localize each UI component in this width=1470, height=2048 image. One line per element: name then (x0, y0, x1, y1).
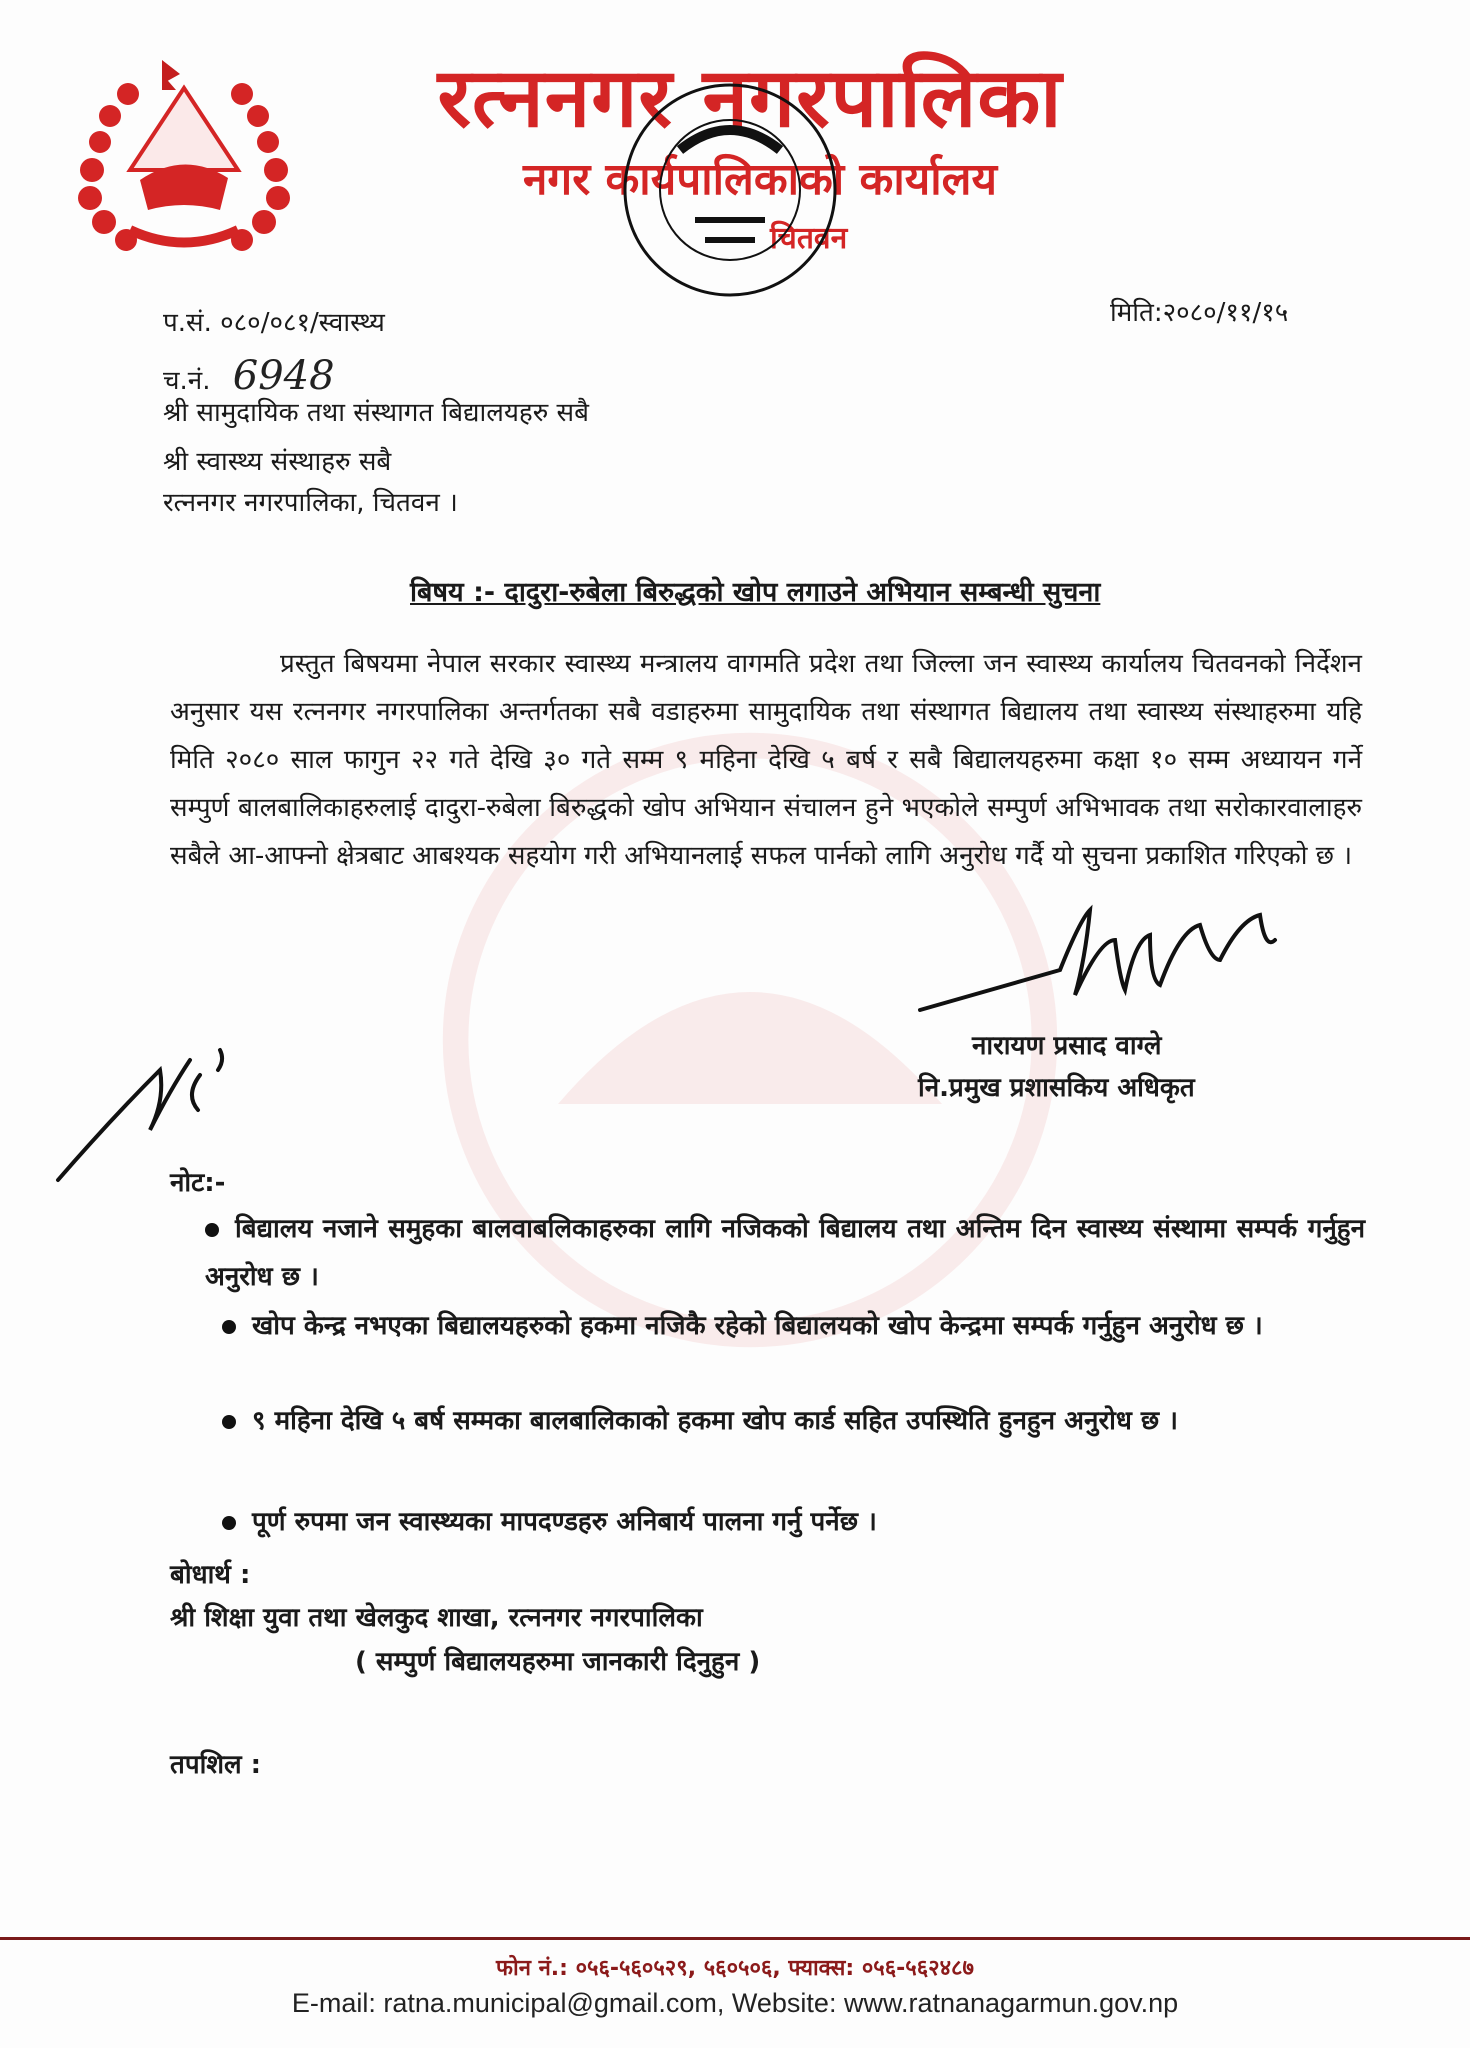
office-seal-stamp (610, 70, 850, 310)
emblem-logo (70, 50, 298, 260)
addressee-line: श्री सामुदायिक तथा संस्थागत बिद्यालयहरु सबै (163, 398, 589, 428)
footer-contact: E-mail: ratna.municipal@gmail.com, Website: www.ratnanagarmun.gov.np (291, 1988, 1179, 2018)
signatory-name: नारायण प्रसाद वाग्ले (972, 1031, 1162, 1061)
note-item (222, 1397, 1403, 1445)
addressee-line: श्री स्वास्थ्य संस्थाहरु सबै (163, 447, 392, 477)
district-name: चितवन (770, 221, 848, 256)
dispatch-number-handwritten: 6948 (232, 353, 335, 399)
note-item (205, 1205, 1365, 1301)
note-text: बिद्यालय नजाने समुहका बालवाबलिकाहरुका लागि नजिकको बिद्यालय तथा अन्तिम दिन स्वास्थ्य संस्थामा सम्पर्क गर्नुहुन अनुरोध छ । (205, 1214, 1365, 1292)
letter-subject: बिषय :- दादुरा-रुबेला बिरुद्धको खोप लगाउने अभियान सम्बन्धी सुचना (410, 577, 1101, 608)
note-item (222, 1302, 1403, 1350)
dispatch-label: च.नं. (163, 366, 211, 396)
cc-note: ( सम्पुर्ण बिद्यालयहरुमा जानकारी दिनुहुन ) (355, 1647, 761, 1677)
note-text: ९ महिना देखि ५ बर्ष सम्मका बालबालिकाको हकमा खोप कार्ड सहित उपस्थिति हुनहुन अनुरोध छ । (252, 1406, 1178, 1436)
officer-signature (910, 900, 1290, 1030)
bullet-icon (205, 1223, 219, 1237)
municipality-name: रत्ननगर नगरपालिका (437, 51, 1063, 146)
footer-divider (0, 1937, 1470, 1940)
footer-phone: फोन नं.: ०५६-५६०५२९, ५६०५०६, फ्याक्स: ०५६-५६२४८७ (496, 1956, 974, 1981)
note-item (222, 1498, 1403, 1546)
bullet-icon (222, 1516, 236, 1530)
note-text: पूर्ण रुपमा जन स्वास्थ्यका मापदण्डहरु अनिबार्य पालना गर्नु पर्नेछ । (252, 1507, 877, 1537)
letter-date: मिति:२०८०/११/१५ (1110, 298, 1289, 328)
addressee-line: रत्ननगर नगरपालिका, चितवन । (163, 488, 458, 518)
note-text: खोप केन्द्र नभएका बिद्यालयहरुको हकमा नजिकै रहेको बिद्यालयको खोप केन्द्रमा सम्पर्क गर्नुहुन अनुरोध छ । (252, 1311, 1263, 1341)
cc-recipient: श्री शिक्षा युवा तथा खेलकुद शाखा, रत्ननगर नगरपालिका (170, 1603, 703, 1633)
dispatch-number-line (163, 352, 335, 400)
office-name: नगर कार्यपालिकाको कार्यालय (523, 154, 997, 205)
notes-title: नोट:- (170, 1168, 226, 1198)
reference-number: प.सं. ०८०/०८१/स्वास्थ्य (163, 308, 385, 338)
signatory-title: नि.प्रमुख प्रशासकिय अधिकृत (918, 1073, 1195, 1103)
cc-title: बोधार्थ : (170, 1560, 251, 1590)
bullet-icon (222, 1320, 236, 1334)
details-label: तपशिल : (170, 1750, 262, 1780)
letter-body: प्रस्तुत बिषयमा नेपाल सरकार स्वास्थ्य मन्त्रालय वागमति प्रदेश तथा जिल्ला जन स्वास्थ्य कार्यालय चितवनको निर्देशन अनुसार यस रत्ननगर नगरपालिका अन्तर्गतका सबै वडाहरुमा सामुदायिक तथा संस्थागत बिद्यालय तथा स्वास्थ्य संस्थाहरुमा यहि मिति २०८० साल फागुन २२ गते देखि ३० गते सम्म ९ महिना देखि ५ बर्ष र सबै बिद्यालयहरुमा कक्षा १० सम्म अध्यायन गर्ने सम्पुर्ण बालबालिकाहरुलाई दादुरा-रुबेला बिरुद्धको खोप अभियान संचालन हुने भएकोले सम्पुर्ण अभिभावक तथा सरोकारवालाहरु सबैले आ-आफ्नो क्षेत्रबाट आबश्यक सहयोग गरी अभियानलाई सफल पार्नको लागि अनुरोध गर्दै यो सुचना प्रकाशित गरिएको छ । (170, 649, 1363, 871)
bullet-icon (222, 1415, 236, 1429)
